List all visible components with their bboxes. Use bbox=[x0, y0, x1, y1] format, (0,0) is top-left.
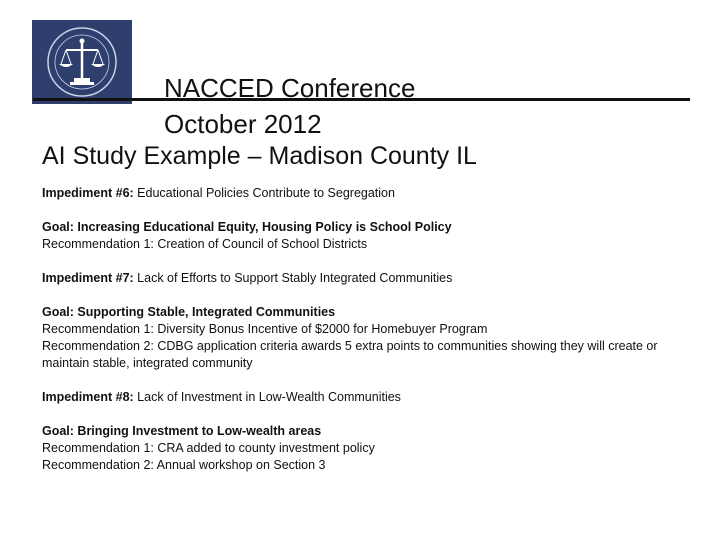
impediment-line: Impediment #8: Lack of Investment in Low-Wealth Communities bbox=[42, 390, 401, 404]
recommendation-line: Recommendation 1: Creation of Council of School Districts bbox=[42, 237, 368, 251]
conference-title: NACCED Conference bbox=[164, 73, 416, 103]
goal-low-wealth-block bbox=[42, 423, 702, 474]
goal-integrated-communities-block bbox=[42, 304, 702, 372]
scales-of-justice-seal bbox=[32, 20, 132, 104]
goal-line: Goal: Bringing Investment to Low-wealth areas bbox=[42, 424, 322, 438]
impediment-line: Impediment #7: Lack of Efforts to Support Stably Integrated Communities bbox=[42, 271, 453, 285]
recommendation-line: Recommendation 1: Diversity Bonus Incentive of $2000 for Homebuyer Program bbox=[42, 322, 488, 336]
recommendation-line: Recommendation 1: CRA added to county investment policy bbox=[42, 441, 375, 455]
goal-line: Goal: Increasing Educational Equity, Housing Policy is School Policy bbox=[42, 220, 452, 234]
goal-line: Goal: Supporting Stable, Integrated Communities bbox=[42, 305, 336, 319]
recommendation-line: Recommendation 2: Annual workshop on Section 3 bbox=[42, 458, 326, 472]
slide-title: AI Study Example – Madison County IL bbox=[42, 142, 477, 170]
impediment-6-block bbox=[42, 185, 702, 202]
recommendation-line: Recommendation 2: CDBG application criteria awards 5 extra points to communities showing they will create or maintain stable, integrated community bbox=[42, 339, 658, 370]
goal-educational-equity-block bbox=[42, 219, 702, 253]
conference-date: October 2012 bbox=[164, 109, 322, 139]
scales-of-justice-icon bbox=[32, 20, 132, 104]
impediment-line: Impediment #6: Educational Policies Contribute to Segregation bbox=[42, 186, 395, 200]
impediment-8-block bbox=[42, 389, 702, 406]
impediment-7-block bbox=[42, 270, 702, 287]
slide-body bbox=[42, 185, 702, 491]
